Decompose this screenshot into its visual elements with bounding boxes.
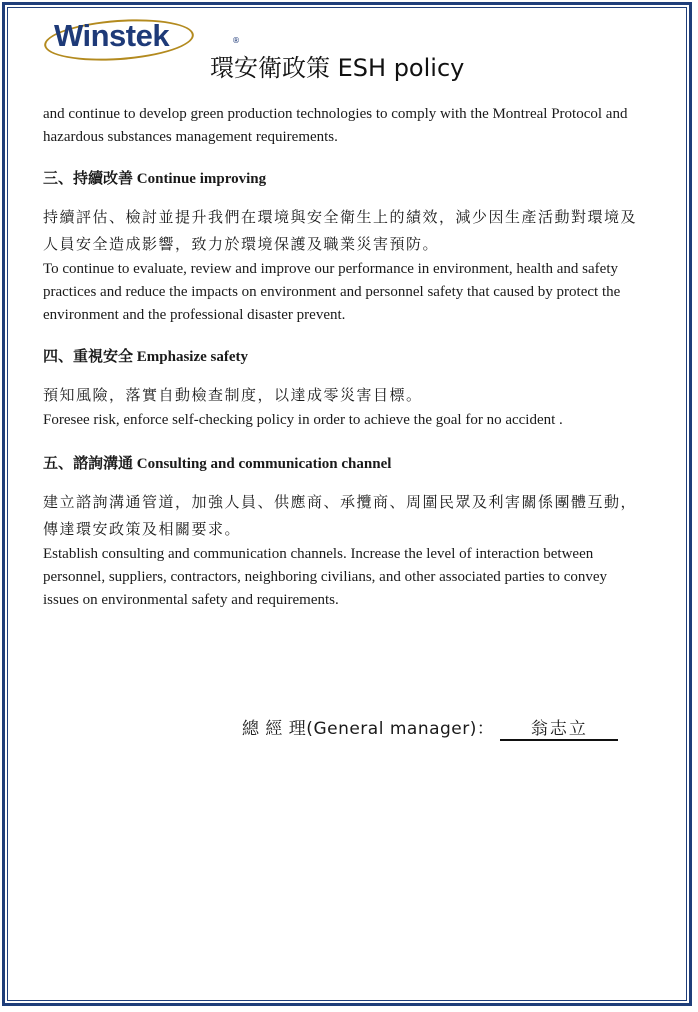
section-heading-en: Consulting and communication channel	[136, 456, 392, 472]
section-body-zh: 建立諮詢溝通管道，加強人員、供應商、承攬商、周圍民眾及利害關係團體互動，傳達環安政策及相關要求。	[43, 493, 638, 538]
logo-text: Winstek	[54, 18, 170, 53]
section-heading-consulting-communication	[43, 452, 643, 473]
section-heading-zh: 五、諮詢溝通	[43, 454, 134, 472]
section-heading-en: Emphasize safety	[136, 349, 249, 365]
section-heading-continue-improving	[43, 167, 643, 188]
section-body-en: To continue to evaluate, review and improve our performance in environment, health and safety practices and reduce the impacts on environment and personnel safety that caused by protect the environment and the professional disaster prevent.	[43, 261, 621, 323]
section-body-zh: 持續評估、檢討並提升我們在環境與安全衛生上的績效，減少因生產活動對環境及人員安全造成影響，致力於環境保護及職業災害預防。	[43, 208, 638, 253]
section-body-en: Foresee risk, enforce self-checking policy in order to achieve the goal for no accident .	[43, 412, 563, 428]
section-heading-emphasize-safety	[43, 345, 643, 366]
winstek-logo	[42, 12, 240, 64]
policy-content	[43, 103, 643, 612]
section-body-zh: 預知風險，落實自動檢查制度，以達成零災害目標。	[43, 386, 423, 404]
section-body-emphasize-safety	[43, 382, 643, 432]
section-heading-zh: 四、重視安全	[43, 347, 134, 365]
section-body-consulting-communication	[43, 489, 643, 612]
signature-line	[242, 714, 618, 741]
section-heading-en: Continue improving	[136, 171, 267, 187]
section-heading-zh: 三、持續改善	[43, 169, 134, 187]
section-body-en: Establish consulting and communication channels. Increase the level of interaction between personnel, suppliers, contractors, neighboring civilians, and other associated parties to convey issues on environmental safety and requirements.	[43, 546, 608, 608]
signature-name: 翁志立	[500, 714, 618, 741]
intro-paragraph: and continue to develop green production technologies to comply with the Montreal Protocol and hazardous substances management requirements.	[43, 106, 628, 145]
section-body-continue-improving	[43, 204, 643, 327]
signature-label: 總 經 理(General manager)：	[242, 719, 495, 739]
logo-registered-mark: ®	[232, 36, 240, 45]
document-title: 環安衛政策 ESH policy	[210, 54, 465, 82]
